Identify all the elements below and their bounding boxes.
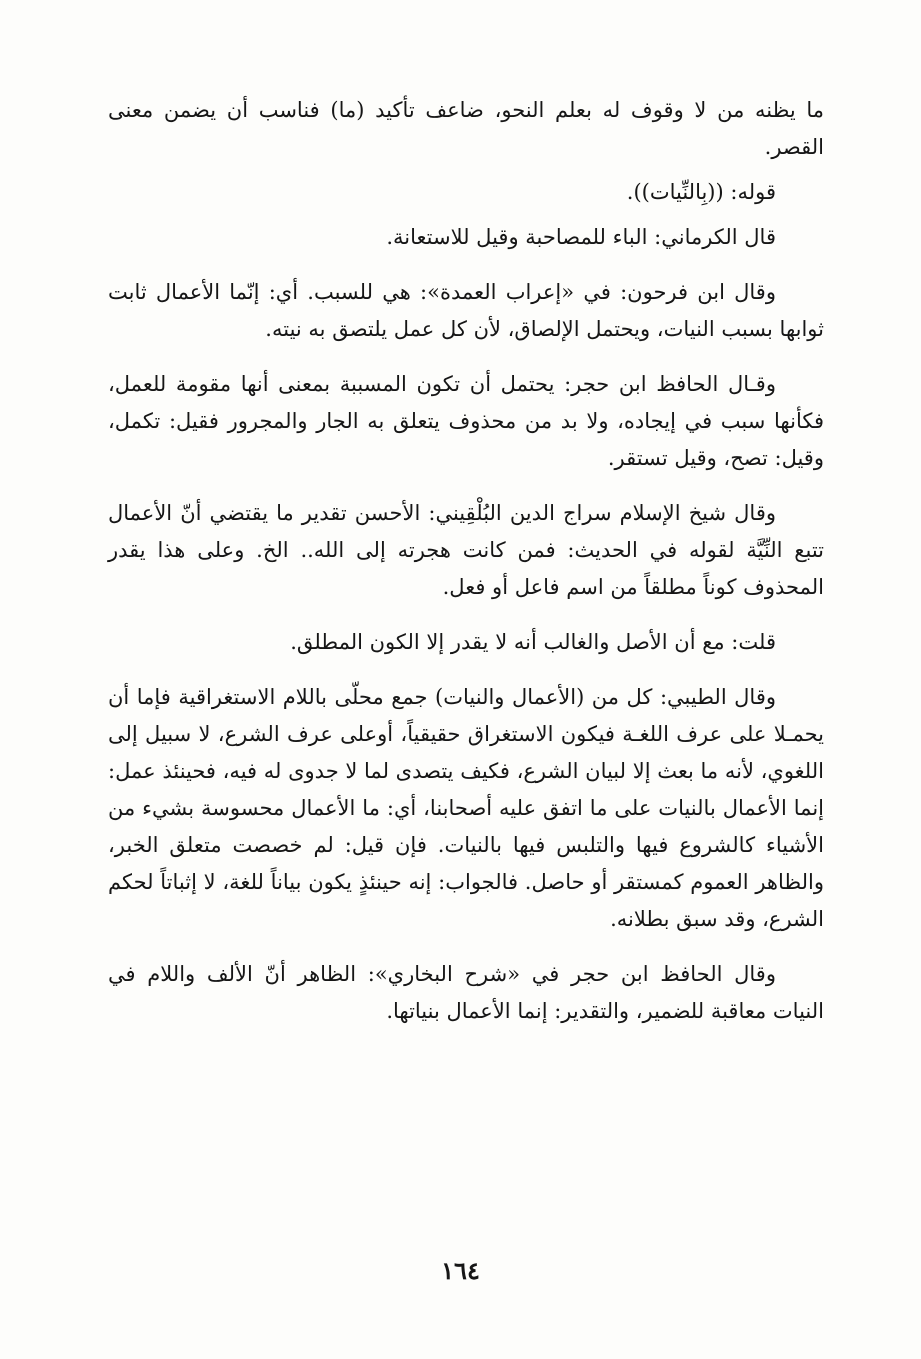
paragraph-tibi: وقال الطيبي: كل من (الأعمال والنيات) جمع محلّى باللام الاستغراقية فإما أن يحمـلا على عرف اللغـة فيكون الاستغراق حقيقياً، أوعلى عرف الشرع، لا سبيل إلى اللغوي، لأنه ما بعث إلا لبيان الشرع، فكيف يتصدى لما لا جدوى له فيه، فحينئذ عمل: إنما الأعمال بالنيات على ما اتفق عليه أصحابنا، أي: ما الأعمال محسوسة بشيء من الأشياء كالشروع فيها والتلبس فيها بالنيات. فإن قيل: لم خصصت متعلق الخبر، والظاهر العموم كمستقر أو حاصل. فالجواب: إنه حينئذٍ يكون بياناً للغة، لا إثباتاً لحكم الشرع، وقد سبق بطلانه. — [108, 685, 825, 931]
paragraph-ibn-farhun: وقال ابن فرحون: في «إعراب العمدة»: هي للسبب. أي: إنّما الأعمال ثابت ثوابها بسبب النيات، ويحتمل الإلصاق، لأن كل عمل يلتصق به نيته. — [108, 280, 824, 341]
paragraph-qultu: قلت: مع أن الأصل والغالب أنه لا يقدر إلا الكون المطلق. — [290, 630, 776, 654]
paragraph-bulqini: وقال شيخ الإسلام سراج الدين البُلْقِيني: الأحسن تقدير ما يقتضي أنّ الأعمال تتبع النِّيَّة لقوله في الحديث: فمن كانت هجرته إلى الله.. الخ. وعلى هذا يقدر المحذوف كوناً مطلقاً من اسم فاعل أو فعل. — [108, 501, 824, 599]
main-text — [108, 92, 824, 1048]
paragraph-quote-binniyyat: قوله: ((بِالنِّيات)). — [626, 180, 776, 204]
paragraph-kirmani: قال الكرماني: الباء للمصاحبة وقيل للاستعانة. — [386, 225, 776, 249]
paragraph-ibn-hajar: وقـال الحافظ ابن حجر: يحتمل أن تكون المسببة بمعنى أنها مقومة للعمل، فكأنها سبب في إيجاده، ولا بد من محذوف يتعلق به الجار والمجرور فقيل: تكمل، وقيل: تصح، وقيل تستقر. — [108, 372, 824, 470]
page-number: ١٦٤ — [441, 1256, 480, 1285]
paragraph-ibn-hajar-sharh: وقال الحافظ ابن حجر في «شرح البخاري»: الظاهر أنّ الألف واللام في النيات معاقبة للضمير، والتقدير: إنما الأعمال بنياتها. — [108, 962, 824, 1023]
paragraph-continuation: ما يظنه من لا وقوف له بعلم النحو، ضاعف تأكيد (ما) فناسب أن يضمن معنى القصر. — [108, 98, 824, 159]
